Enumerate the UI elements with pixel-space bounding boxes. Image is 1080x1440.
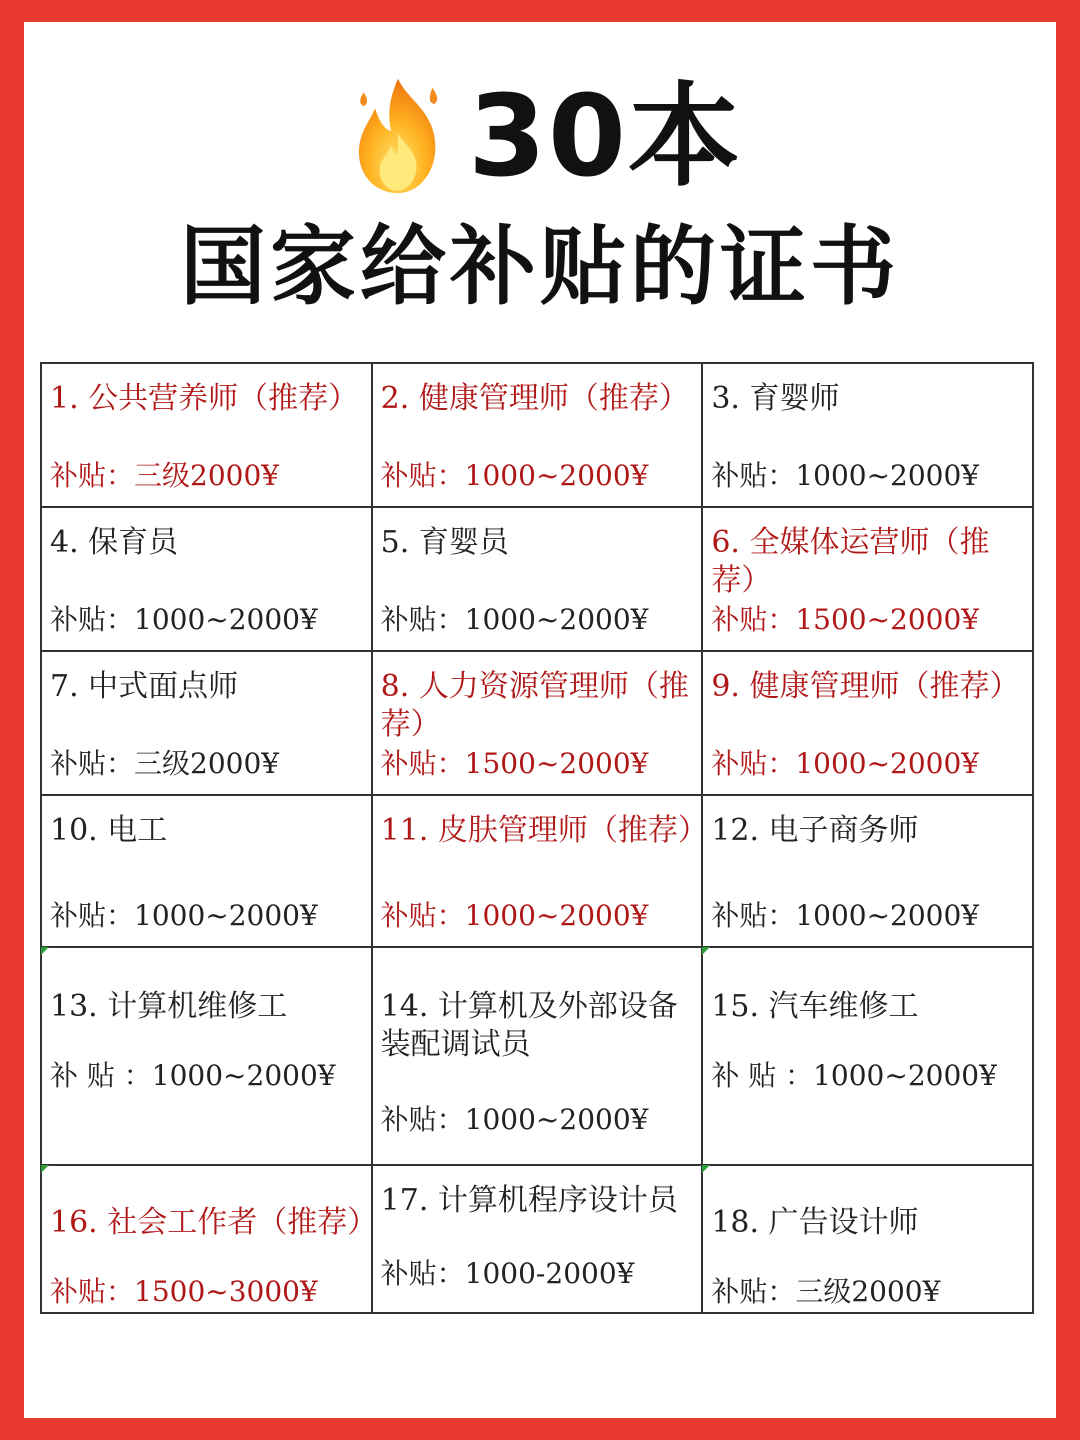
table-row (41, 1165, 1033, 1313)
certificate-name: 16. 社会工作者（推荐） (50, 1205, 378, 1240)
certificate-subsidy: 补贴：1000~2000¥ (380, 603, 649, 636)
certificate-name: 13. 计算机维修工 (50, 989, 288, 1024)
certificate-cell (41, 507, 372, 651)
table-row (41, 795, 1033, 947)
certificate-subsidy: 补贴：1000-2000¥ (380, 1257, 635, 1290)
certificate-name: 1. 公共营养师（推荐） (50, 381, 359, 416)
table-row (41, 363, 1033, 507)
page-title: 30本 (468, 72, 742, 202)
table-row (41, 947, 1033, 1165)
certificate-subsidy: 补贴：三级2000¥ (711, 1275, 941, 1308)
certificate-subsidy: 补贴：1000~2000¥ (711, 899, 980, 932)
poster-frame (24, 22, 1056, 1418)
certificate-name: 15. 汽车维修工 (711, 989, 919, 1024)
certificate-name: 17. 计算机程序设计员 (380, 1183, 678, 1218)
certificate-subsidy: 补 贴 ：1000~2000¥ (50, 1059, 336, 1092)
certificate-name: 5. 育婴员 (380, 525, 509, 560)
certificate-name: 7. 中式面点师 (50, 669, 239, 704)
certificate-subsidy: 补贴：1000~2000¥ (711, 747, 980, 780)
certificate-name: 4. 保育员 (50, 525, 179, 560)
certificate-name: 9. 健康管理师（推荐） (711, 669, 1020, 704)
certificate-cell (372, 1165, 703, 1313)
certificate-name: 14. 计算机及外部设备装配调试员 (380, 989, 678, 1062)
certificate-name: 11. 皮肤管理师（推荐） (380, 813, 708, 848)
certificate-cell (41, 651, 372, 795)
fire-icon (338, 74, 458, 200)
certificate-cell (372, 507, 703, 651)
certificate-cell (702, 651, 1033, 795)
certificate-name: 12. 电子商务师 (711, 813, 919, 848)
certificate-subsidy: 补贴：三级2000¥ (50, 747, 280, 780)
certificate-cell (372, 795, 708, 947)
certificate-subsidy: 补贴：1500~3000¥ (50, 1275, 318, 1308)
corner-mark (702, 947, 710, 955)
certificate-subsidy: 补贴：1000~2000¥ (380, 1103, 649, 1136)
certificate-table (40, 362, 1034, 1314)
table-row (41, 507, 1033, 651)
certificate-name: 3. 育婴师 (711, 381, 840, 416)
certificate-cell (702, 363, 1033, 507)
certificate-cell (41, 363, 372, 507)
corner-mark (702, 1165, 710, 1173)
certificate-name: 10. 电工 (50, 813, 168, 848)
certificate-subsidy: 补贴：1000~2000¥ (380, 459, 649, 492)
certificate-subsidy: 补贴：1000~2000¥ (50, 899, 318, 932)
title-row (24, 72, 1056, 202)
certificate-subsidy: 补贴：1000~2000¥ (380, 899, 649, 932)
certificate-cell (372, 363, 703, 507)
certificate-cell (372, 947, 703, 1165)
certificate-cell (41, 795, 372, 947)
certificate-cell (702, 507, 1033, 651)
certificate-subsidy: 补贴：三级2000¥ (50, 459, 280, 492)
certificate-subsidy: 补 贴 ：1000~2000¥ (711, 1059, 997, 1092)
table-row (41, 651, 1033, 795)
certificate-name: 8. 人力资源管理师（推荐） (380, 669, 689, 742)
certificate-cell (702, 947, 1033, 1165)
certificate-cell (702, 795, 1033, 947)
certificate-name: 18. 广告设计师 (711, 1205, 919, 1240)
certificate-cell (372, 651, 703, 795)
certificate-subsidy: 补贴：1500~2000¥ (380, 747, 649, 780)
certificate-name: 6. 全媒体运营师（推荐） (711, 525, 990, 598)
certificate-subsidy: 补贴：1500~2000¥ (711, 603, 980, 636)
certificate-subsidy: 补贴：1000~2000¥ (711, 459, 980, 492)
corner-mark (41, 1165, 49, 1173)
certificate-cell (41, 1165, 378, 1313)
certificate-cell (702, 1165, 1033, 1313)
certificate-subsidy: 补贴：1000~2000¥ (50, 603, 318, 636)
certificate-name: 2. 健康管理师（推荐） (380, 381, 689, 416)
corner-mark (41, 947, 49, 955)
page-subtitle: 国家给补贴的证书 (180, 217, 900, 317)
certificate-cell (41, 947, 372, 1165)
